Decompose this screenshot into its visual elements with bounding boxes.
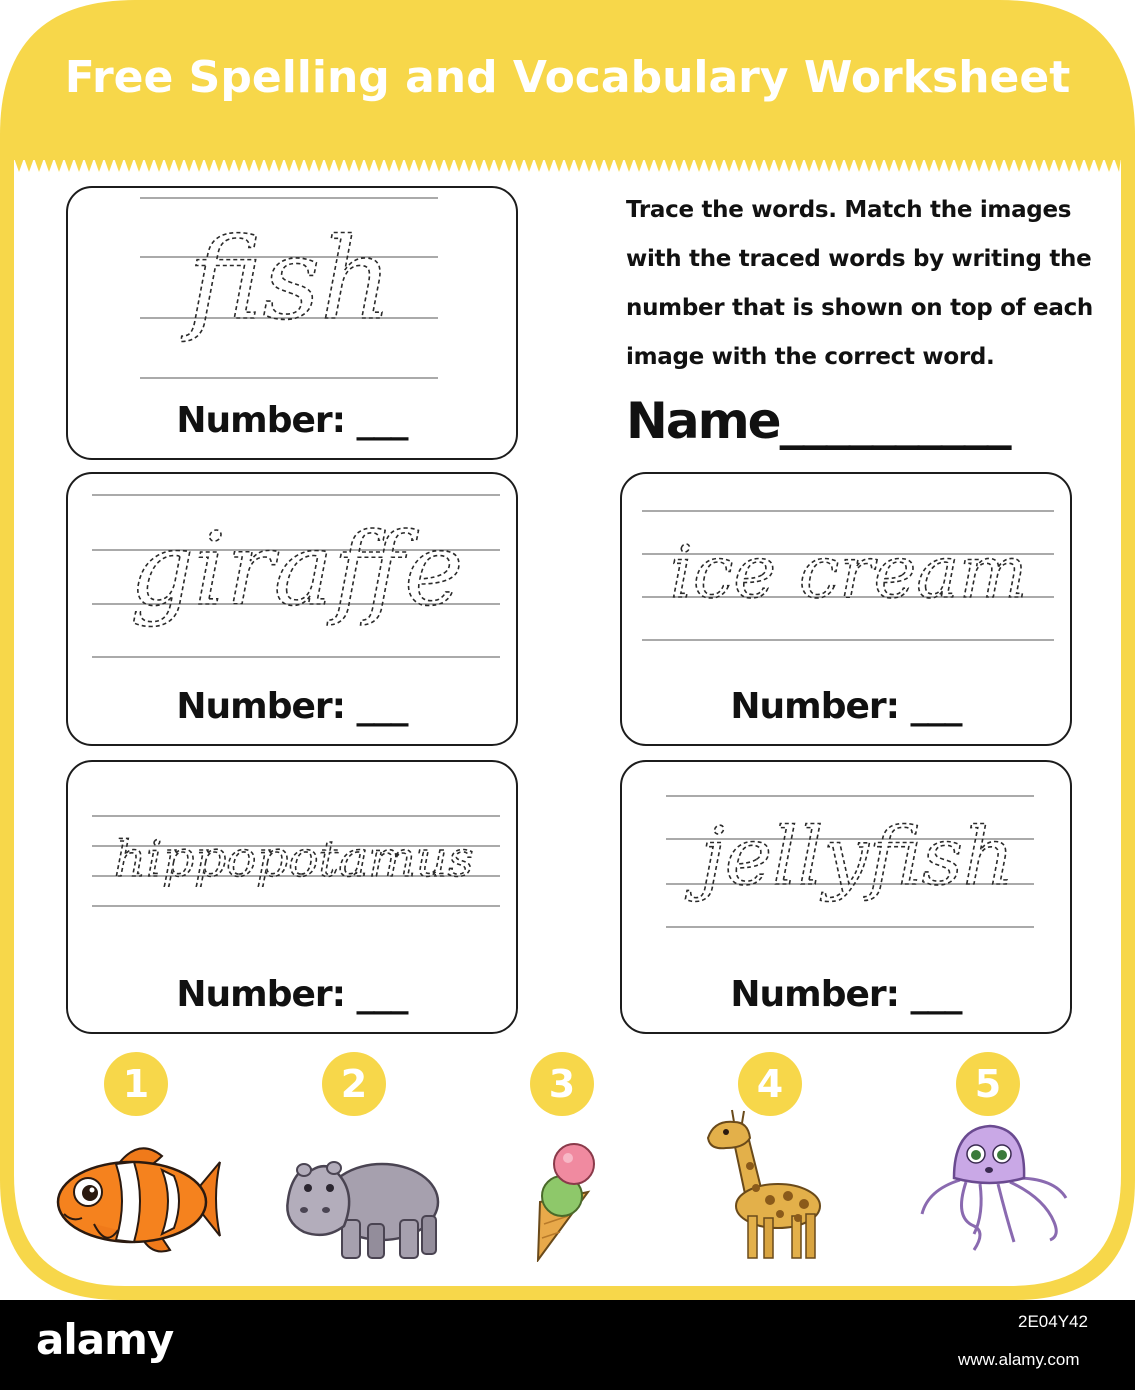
worksheet-title: Free Spelling and Vocabulary Worksheet	[64, 52, 1071, 103]
number-badge-3: 3	[530, 1052, 594, 1116]
hippo-icon	[282, 1152, 442, 1262]
number-badge-4: 4	[738, 1052, 802, 1116]
name-field[interactable]: Name__________	[626, 392, 1010, 450]
number-badge-5: 5	[956, 1052, 1020, 1116]
number-blank[interactable]: Number: ___	[176, 974, 408, 1015]
trace-card-ice-cream	[620, 472, 1072, 746]
clownfish-icon	[50, 1140, 222, 1256]
trace-word: giraffe	[130, 511, 464, 628]
trace-word: ice cream	[670, 530, 1028, 614]
website-url: www.alamy.com	[958, 1350, 1080, 1369]
trace-word: fish	[188, 215, 393, 345]
image-id: 2E04Y42	[1018, 1312, 1088, 1331]
tracing-lines	[68, 474, 516, 674]
number-badge-2: 2	[322, 1052, 386, 1116]
tracing-lines	[68, 188, 516, 388]
tracing-lines	[622, 474, 1070, 674]
number-badge-1: 1	[104, 1052, 168, 1116]
trace-card-jellyfish	[620, 760, 1072, 1034]
ice-cream-icon	[530, 1140, 600, 1262]
number-blank[interactable]: Number: ___	[730, 974, 962, 1015]
tracing-lines	[622, 762, 1070, 962]
number-blank[interactable]: Number: ___	[176, 686, 408, 727]
trace-card-fish	[66, 186, 518, 460]
trace-card-hippopotamus	[66, 760, 518, 1034]
jellyfish-icon	[914, 1118, 1074, 1258]
instructions-text: Trace the words. Match the images with the traced words by writing the number that is shown on top of each image with the correct word.	[626, 197, 1093, 370]
tracing-lines	[68, 762, 516, 962]
trace-word: hippopotamus	[114, 830, 474, 888]
trace-card-giraffe	[66, 472, 518, 746]
brand-logo: alamy	[36, 1315, 174, 1364]
giraffe-icon	[704, 1108, 828, 1262]
trace-word: jellyfish	[700, 810, 1015, 903]
number-blank[interactable]: Number: ___	[176, 400, 408, 441]
number-blank[interactable]: Number: ___	[730, 686, 962, 727]
